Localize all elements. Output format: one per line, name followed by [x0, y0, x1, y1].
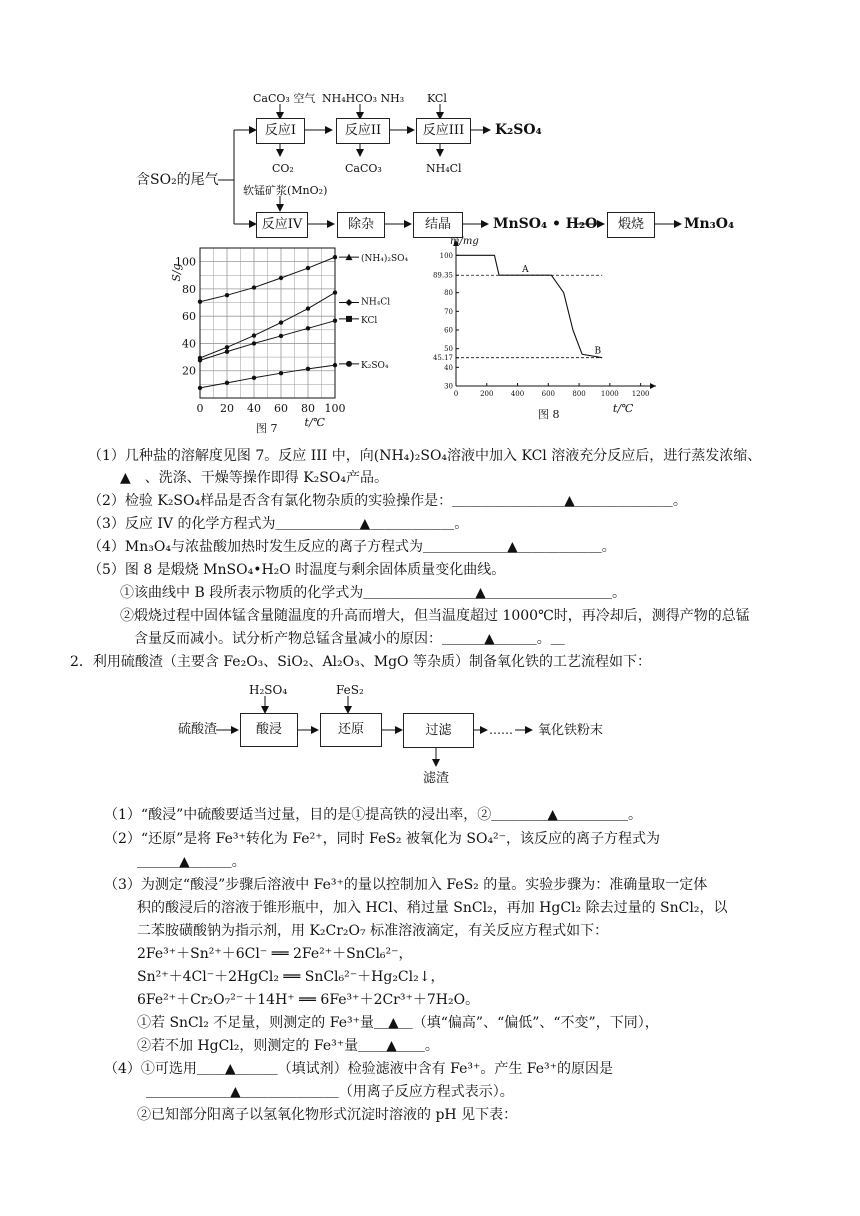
y-tick-label: 80	[444, 289, 453, 298]
data-point	[306, 326, 310, 330]
q2-equation-2: Sn²⁺＋4Cl⁻＋2HgCl₂ ══ SnCl₆²⁻＋Hg₂Cl₂↓，	[137, 969, 445, 985]
product-k2so4: K₂SO₄	[495, 122, 542, 138]
data-point	[306, 367, 310, 371]
q1-line-4: （3）反应 IV 的化学方程式为＿＿＿＿＿＿▲＿＿＿＿＿＿。	[88, 516, 469, 532]
q2-line-11: ②已知部分阳离子以氢氧化物形式沉淀时溶液的 pH 见下表：	[137, 1107, 518, 1123]
q2-line-6: 二苯胺磺酸钠为指示剂，用 K₂Cr₂O₇ 标准溶液滴定，有关反应方程式如下：	[137, 923, 609, 939]
q1-line-9: 含量反而减小。试分析产物总锰含量减小的原因：＿＿＿▲＿＿＿。＿	[134, 631, 565, 647]
y-tick-label: 50	[444, 345, 453, 354]
y-tick-label: 40	[444, 363, 453, 372]
y-tick-label: 80	[182, 282, 196, 296]
q2-line-1: （1）“酸浸”中硫酸要适当过量，目的是①提高铁的浸出率，②＿＿＿＿▲＿＿＿＿＿。	[104, 807, 642, 823]
x-tick-label: 20	[220, 402, 234, 415]
q2-equation-3: 6Fe²⁺＋Cr₂O₇²⁻＋14H⁺ ══ 6Fe³⁺＋2Cr³⁺＋7H₂O。	[137, 992, 480, 1008]
legend-marker	[346, 316, 352, 322]
q2-line-9: （4）①可选用＿＿▲＿＿＿（填试剂）检验滤液中含有 Fe³⁺。产生 Fe³⁺的原因是	[104, 1061, 614, 1077]
flow2-input-2: FeS₂	[336, 683, 364, 697]
x-tick-label: 100	[324, 402, 346, 415]
legend-label: NH₄Cl	[361, 297, 391, 308]
flow2-source: 硫酸渣	[178, 722, 218, 737]
q2-equation-1: 2Fe³⁺＋Sn²⁺＋6Cl⁻ ══ 2Fe²⁺＋SnCl₆²⁻，	[137, 946, 413, 962]
data-point	[252, 285, 256, 289]
q2-title: 2．利用硫酸渣（主要含 Fe₂O₃、SiO₂、Al₂O₃、MgO 等杂质）制备氧化铁的工艺流程如下：	[70, 654, 651, 670]
x-tick-label: 60	[274, 402, 288, 415]
figure-7-caption: 图 7	[256, 422, 278, 435]
flow2-input-1: H₂SO₄	[249, 683, 288, 697]
q2-line-10: ＿＿＿＿＿＿▲＿＿＿＿＿＿＿（用离子反应方程式表示）。	[146, 1084, 514, 1100]
x-tick-label: 1200	[631, 390, 650, 398]
filtration-box: 过滤	[403, 713, 474, 748]
mass-curve	[456, 255, 602, 357]
q1-line-3: （2）检验 K₂SO₄样品是否含有氯化物杂质的实验操作是：＿＿＿＿＿＿＿＿▲＿＿＿＿＿＿＿。	[88, 493, 687, 509]
data-point	[279, 320, 283, 324]
r1-input: CaCO₃ 空气	[253, 92, 316, 105]
data-point	[333, 290, 337, 294]
y-tick-label: 30	[444, 382, 453, 391]
data-point	[225, 293, 229, 297]
q1-line-5: （4）Mn₃O₄与浓盐酸加热时发生反应的离子方程式为＿＿＿＿＿＿▲＿＿＿＿＿＿。	[88, 539, 616, 555]
legend-label: (NH₄)₂SO₄	[361, 254, 409, 265]
q1-line-2: ▲ 、洗涤、干燥等操作即得 K₂SO₄产品。	[120, 470, 388, 486]
data-point	[252, 376, 256, 380]
calcine-box: 煅烧	[607, 212, 655, 238]
acid-leach-box: 酸浸	[240, 713, 298, 747]
q1-line-6: （5）图 8 是煅烧 MnSO₄•H₂O 时温度与剩余固体质量变化曲线。	[88, 562, 506, 578]
data-point	[198, 358, 202, 362]
x-tick-label: 600	[541, 390, 555, 398]
data-point	[198, 386, 202, 390]
legend-label: KCl	[361, 315, 378, 326]
reaction-3-box: 反应III	[416, 118, 471, 144]
y-tick-label: 100	[439, 251, 453, 260]
source-label: 含SO₂的尾气	[136, 172, 219, 188]
r2-input: NH₄HCO₃ NH₃	[322, 92, 405, 105]
y-tick-label: 60	[182, 310, 196, 324]
q2-line-8: ②若不加 HgCl₂，则测定的 Fe³⁺量＿＿▲＿＿。	[137, 1038, 439, 1054]
x-axis-label: t/℃	[612, 402, 634, 415]
figure-8-mass-chart	[420, 236, 670, 426]
data-point	[198, 300, 202, 304]
x-tick-label: 200	[480, 390, 494, 398]
r3-input: KCl	[427, 92, 447, 105]
q1-line-1: （1）几种盐的溶解度见图 7。反应 III 中，向(NH₄)₂SO₄溶液中加入 KCl 溶液充分反应后，进行蒸发浓缩、	[88, 448, 762, 464]
y-axis-label: m/mg	[450, 236, 479, 247]
r1-output: CO₂	[272, 162, 294, 175]
crystallize-box: 结晶	[413, 212, 463, 238]
x-axis-arrow	[650, 383, 656, 389]
impurity-removal-box: 除杂	[337, 212, 385, 238]
data-point	[252, 333, 256, 337]
segment-a-label: A	[522, 265, 529, 276]
data-point	[225, 345, 229, 349]
figure-7-solubility-chart	[160, 236, 420, 436]
data-point	[252, 341, 256, 345]
y-tick-label: 70	[444, 307, 453, 316]
q2-line-7: ①若 SnCl₂ 不足量，则测定的 Fe³⁺量＿▲＿（填“偏高”、“偏低”、“不变”，下同），	[137, 1015, 659, 1031]
y-tick-label: 45.17	[432, 354, 453, 363]
reaction-2-box: 反应II	[336, 118, 390, 144]
data-point	[306, 266, 310, 270]
q2-line-4: （3）为测定“酸浸”步骤后溶液中 Fe³⁺的量以控制加入 FeS₂ 的量。实验步骤为：准确量取一定体	[104, 877, 708, 893]
q2-line-3: ＿＿＿▲＿＿＿。	[137, 854, 246, 870]
flow2-residue: 滤渣	[423, 771, 450, 786]
legend-marker	[346, 361, 352, 367]
reaction-1-box: 反应I	[256, 118, 305, 144]
reaction-4-box: 反应IV	[256, 212, 308, 238]
r4-input: 软锰矿浆(MnO₂)	[243, 184, 328, 197]
mnso4-label: MnSO₄ • H₂O	[493, 216, 598, 232]
y-tick-label: 89.35	[432, 271, 453, 280]
data-point	[333, 255, 337, 259]
y-tick-label: 60	[444, 326, 453, 335]
flow2-product: 氧化铁粉末	[538, 723, 604, 738]
data-point	[306, 306, 310, 310]
data-point	[333, 318, 337, 322]
r2-output: CaCO₃	[345, 162, 382, 175]
q2-line-2: （2）“还原”是将 Fe³⁺转化为 Fe²⁺，同时 FeS₂ 被氧化为 SO₄²⁻，该反应的离子方程式为	[104, 831, 661, 847]
x-tick-label: 40	[247, 402, 261, 415]
x-tick-label: 0	[453, 390, 459, 398]
x-tick-label: 400	[510, 390, 525, 398]
x-tick-label: 0	[196, 402, 204, 415]
q2-line-5: 积的酸浸后的溶液于锥形瓶中，加入 HCl、稍过量 SnCl₂，再加 HgCl₂ 除去过量的 SnCl₂，以	[137, 900, 728, 916]
figure-8-caption: 图 8	[538, 408, 560, 421]
segment-b-label: B	[594, 346, 602, 357]
reduction-box: 还原	[320, 713, 382, 747]
x-tick-label: 800	[572, 390, 586, 398]
legend-marker	[346, 299, 353, 306]
x-tick-label: 1000	[600, 390, 619, 398]
data-point	[279, 371, 283, 375]
legend-label: K₂SO₄	[361, 360, 389, 371]
q1-line-8: ②煅烧过程中固体锰含量随温度的升高而增大，但当温度超过 1000℃时，再冷却后，测得产物的总锰	[120, 608, 750, 624]
data-point	[225, 381, 229, 385]
data-point	[279, 334, 283, 338]
data-point	[225, 349, 229, 353]
r3-output: NH₄Cl	[426, 162, 462, 175]
x-axis-label: t/℃	[304, 416, 325, 429]
data-point	[279, 276, 283, 280]
data-point	[333, 363, 337, 367]
q1-line-7: ①该曲线中 B 段所表示物质的化学式为＿＿＿＿＿＿＿＿▲＿＿＿＿＿＿＿＿＿。	[120, 585, 626, 601]
y-tick-label: 40	[182, 337, 196, 351]
y-axis-label: S/g	[170, 263, 183, 282]
y-tick-label: 100	[175, 255, 196, 269]
y-tick-label: 20	[182, 364, 196, 378]
product-mn3o4: Mn₃O₄	[684, 216, 735, 232]
flow2-dots: ……	[489, 723, 513, 737]
x-tick-label: 80	[301, 402, 315, 415]
